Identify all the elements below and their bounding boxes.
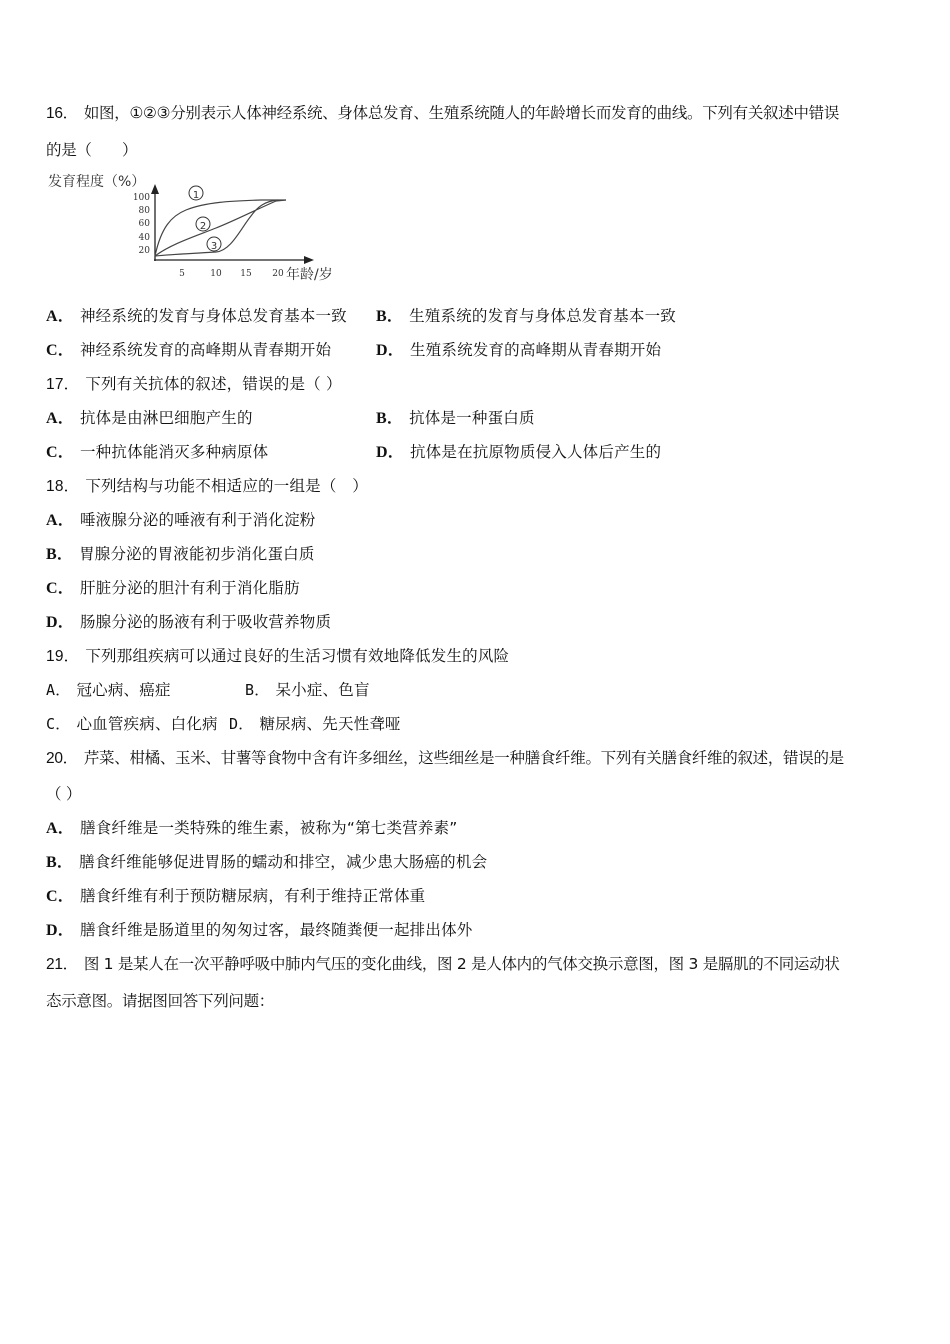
curve-label-2: 2 [199,221,207,232]
x-axis-label: 年龄/岁 [286,267,333,283]
q19-option-d[interactable]: D． 糖尿病、先天性聋哑 [229,715,401,733]
y-tick-80: 80 [138,206,150,216]
development-chart [46,168,356,288]
question-16-stem-line1: 16． 如图，①②③分别表示人体神经系统、身体总发育、生殖系统随人的年龄增长而发育的曲线。下列有关叙述中错误 [46,104,840,122]
y-tick-100: 100 [132,193,150,203]
y-axis-label: 发育程度（%） [48,174,146,190]
q20-option-d[interactable]: D． 膳食纤维是肠道里的匆匆过客，最终随粪便一起排出体外 [46,921,473,939]
q19-option-b[interactable]: B． 呆小症、色盲 [245,681,370,699]
q19-option-c[interactable]: C． 心血管疾病、白化病 [46,715,218,733]
q18-option-b[interactable]: B． 胃腺分泌的胃液能初步消化蛋白质 [46,545,315,563]
development-curve-figure [46,168,356,288]
q18-option-c[interactable]: C． 肝脏分泌的胆汁有利于消化脂肪 [46,579,300,597]
y-tick-20: 20 [138,246,150,256]
q19-option-a[interactable]: A． 冠心病、癌症 [46,681,171,699]
question-number: 16． [46,105,78,122]
x-tick-20: 20 [272,269,284,279]
x-tick-15: 15 [240,269,252,279]
q20-option-b[interactable]: B． 膳食纤维能够促进胃肠的蠕动和排空，减少患大肠癌的机会 [46,853,488,871]
q16-option-b[interactable]: B． 生殖系统的发育与身体总发育基本一致 [376,307,676,325]
q17-option-a[interactable]: A． 抗体是由淋巴细胞产生的 [46,409,253,427]
q17-option-b[interactable]: B． 抗体是一种蛋白质 [376,409,535,427]
q20-option-a[interactable]: A． 膳食纤维是一类特殊的维生素，被称为“第七类营养素” [46,819,458,837]
question-20-stem-line1: 20． 芹菜、柑橘、玉米、甘薯等食物中含有许多细丝，这些细丝是一种膳食纤维。下列有关膳食纤维的叙述，错误的是 [46,749,844,767]
curve-label-3: 3 [210,241,218,252]
q17-option-d[interactable]: D． 抗体是在抗原物质侵入人体后产生的 [376,443,662,461]
question-17-stem: 17． 下列有关抗体的叙述，错误的是（ ） [46,375,342,393]
y-tick-60: 60 [138,219,150,229]
q18-option-d[interactable]: D． 肠腺分泌的肠液有利于吸收营养物质 [46,613,332,631]
question-18-stem: 18． 下列结构与功能不相适应的一组是（ ） [46,477,368,495]
x-tick-5: 5 [179,269,185,279]
question-21-stem-line1: 21． 图 1 是某人在一次平静呼吸中肺内气压的变化曲线，图 2 是人体内的气体交换示意图，图 3 是膈肌的不同运动状 [46,955,840,973]
q20-option-c[interactable]: C． 膳食纤维有利于预防糖尿病，有利于维持正常体重 [46,887,426,905]
q16-option-a[interactable]: A． 神经系统的发育与身体总发育基本一致 [46,307,347,325]
curve-label-1: 1 [192,190,200,201]
q16-option-c[interactable]: C． 神经系统发育的高峰期从青春期开始 [46,341,332,359]
y-tick-40: 40 [138,233,150,243]
q16-option-d[interactable]: D． 生殖系统发育的高峰期从青春期开始 [376,341,662,359]
question-16-stem-line2: 的是（ ） [46,141,138,159]
q17-option-c[interactable]: C． 一种抗体能消灭多种病原体 [46,443,269,461]
question-20-stem-line2: （ ） [46,785,82,803]
question-19-stem: 19． 下列那组疾病可以通过良好的生活习惯有效地降低发生的风险 [46,647,510,665]
x-tick-10: 10 [210,269,222,279]
question-21-stem-line2: 态示意图。请据图回答下列问题： [46,992,275,1010]
q18-option-a[interactable]: A． 唾液腺分泌的唾液有利于消化淀粉 [46,511,316,529]
